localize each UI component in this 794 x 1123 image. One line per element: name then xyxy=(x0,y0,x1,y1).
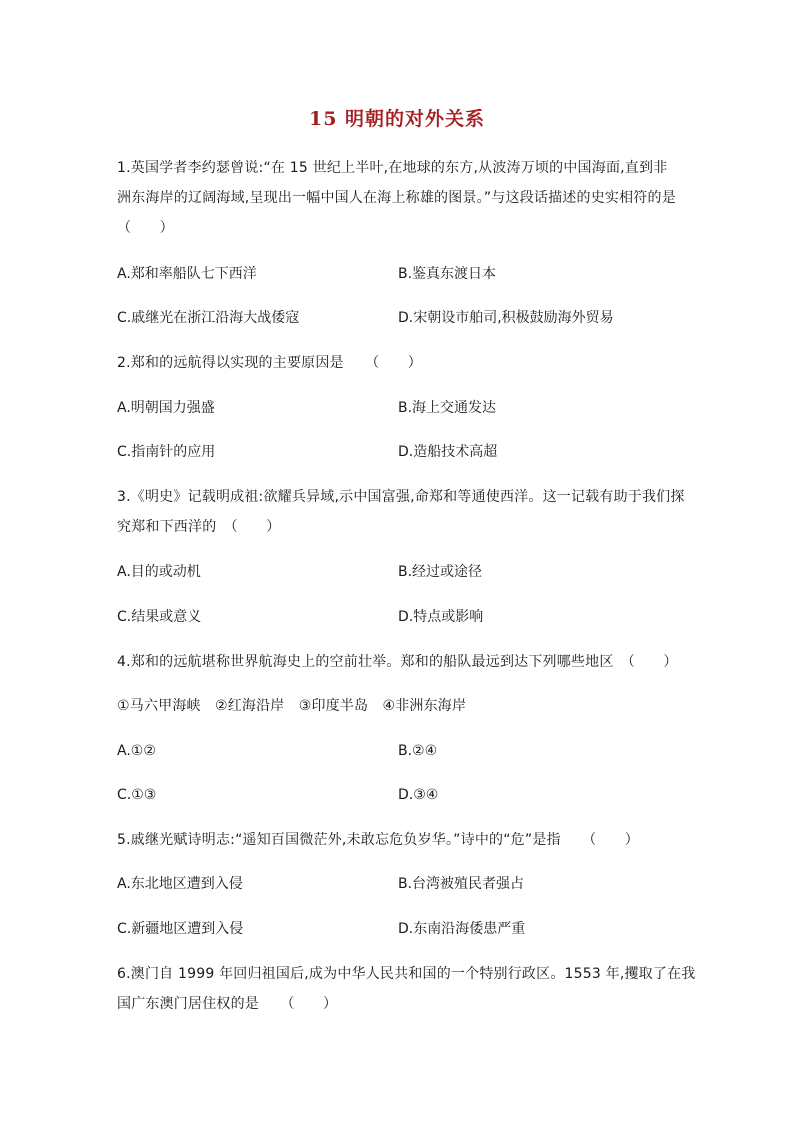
question-4-option-d: D.③④ xyxy=(398,787,439,803)
question-2-line-1: 2.郑和的远航得以实现的主要原因是 （ ） xyxy=(117,355,422,371)
question-5-option-c: C.新疆地区遭到入侵 xyxy=(117,921,244,937)
question-1-option-a: A.郑和率船队七下西洋 xyxy=(117,266,257,282)
question-3-option-c: C.结果或意义 xyxy=(117,609,202,625)
question-2-option-b: B.海上交通发达 xyxy=(398,400,497,416)
question-1-option-b: B.鉴真东渡日本 xyxy=(398,266,497,282)
question-4-option-a: A.①② xyxy=(117,743,156,759)
question-6-line-1: 6.澳门自 1999 年回归祖国后,成为中华人民共和国的一个特别行政区。1553 年,攫取了在我 xyxy=(117,966,696,982)
question-6-line-2: 国广东澳门居住权的是 （ ） xyxy=(117,996,338,1012)
question-4-option-c: C.①③ xyxy=(117,787,157,803)
question-4-option-b: B.②④ xyxy=(398,743,438,759)
question-1-option-c: C.戚继光在浙江沿海大战倭寇 xyxy=(117,310,300,326)
question-1-line-1: 1.英国学者李约瑟曾说:“在 15 世纪上半叶,在地球的东方,从波涛万顷的中国海面,直到非 xyxy=(117,160,668,176)
question-1-option-d: D.宋朝设市舶司,积极鼓励海外贸易 xyxy=(398,310,614,326)
question-5-option-a: A.东北地区遭到入侵 xyxy=(117,876,243,892)
question-1-line-3: （ ） xyxy=(117,220,174,236)
question-3-line-2: 究郑和下西洋的 （ ） xyxy=(117,519,281,535)
question-3-option-a: A.目的或动机 xyxy=(117,564,201,580)
question-5-line-1: 5.戚继光赋诗明志:“遥知百国微茫外,未敢忘危负岁华。”诗中的“危”是指 （ ） xyxy=(117,832,639,848)
question-3-option-d: D.特点或影响 xyxy=(398,609,484,625)
question-3-line-1: 3.《明史》记载明成祖:欲耀兵异域,示中国富强,命郑和等通使西洋。这一记载有助于我们探 xyxy=(117,489,685,505)
question-2-option-c: C.指南针的应用 xyxy=(117,444,216,460)
question-4-items: ①马六甲海峡 ②红海沿岸 ③印度半岛 ④非洲东海岸 xyxy=(117,698,467,714)
page-title: 15 明朝的对外关系 xyxy=(308,108,486,130)
question-4-line-1: 4.郑和的远航堪称世界航海史上的空前壮举。郑和的船队最远到达下列哪些地区 （ ） xyxy=(117,654,678,670)
question-2-option-d: D.造船技术高超 xyxy=(398,444,498,460)
question-2-option-a: A.明朝国力强盛 xyxy=(117,400,215,416)
question-3-option-b: B.经过或途径 xyxy=(398,564,483,580)
question-5-option-d: D.东南沿海倭患严重 xyxy=(398,921,526,937)
question-1-line-2: 洲东海岸的辽阔海域,呈现出一幅中国人在海上称雄的图景。”与这段话描述的史实相符的是 xyxy=(117,190,676,206)
question-5-option-b: B.台湾被殖民者强占 xyxy=(398,876,525,892)
